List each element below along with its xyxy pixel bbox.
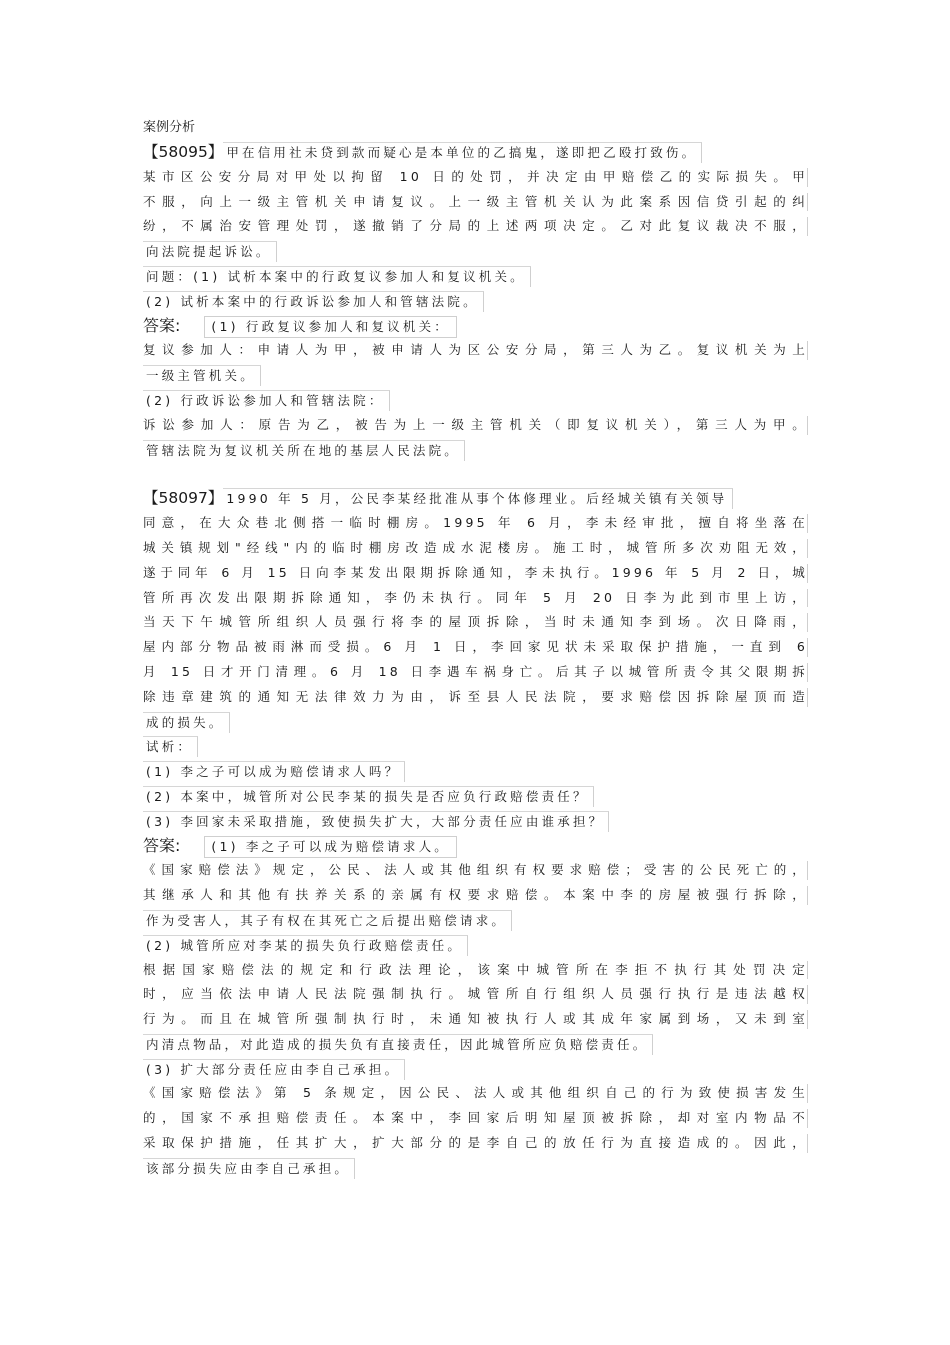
- answer-line: [143, 1032, 808, 1057]
- answer-line: [143, 1156, 808, 1181]
- answer-line: [143, 388, 808, 413]
- case-line: 月 15 日才开门清理。6 月 18 日李遇车祸身亡。后其子以城管所责令其父限期拆: [143, 660, 808, 685]
- case-text: 成的损失。: [143, 712, 230, 733]
- answer-text: 作为受害人，其子有权在其死亡之后提出赔偿请求。: [143, 910, 512, 931]
- section-title: 案例分析: [143, 120, 196, 135]
- question-line: [143, 809, 808, 834]
- case-line: 当天下午城管所组织人员强行将李的屋顶拆除，当时未通知李到场。次日降雨，: [143, 610, 808, 635]
- case-line: 除违章建筑的通知无法律效力为由，诉至县人民法院，要求赔偿因拆除屋顶而造: [143, 685, 808, 710]
- question-text: (2) 试析本案中的行政诉讼参加人和管辖法院。: [143, 291, 484, 312]
- answer-text: (1) 李之子可以成为赔偿请求人。: [204, 836, 457, 858]
- case-line: 城关镇规划"经线"内的临时棚房改造成水泥楼房。施工时，城管所多次劝阻无效，: [143, 536, 808, 561]
- spacer: [143, 462, 808, 486]
- answer-line: 行为。而且在城管所强制执行时，未通知被执行人或其成年家属到场，又未到室: [143, 1007, 808, 1032]
- document-page: [143, 118, 808, 1181]
- question-text: (3) 李回家未采取措施，致使损失扩大，大部分责任应由谁承担？: [143, 811, 609, 832]
- answer-line: 采取保护措施，任其扩大，扩大部分的是李自己的放任行为直接造成的。因此，: [143, 1131, 808, 1156]
- question-text: (2) 本案中，城管所对公民李某的损失是否应负行政赔偿责任？: [143, 786, 594, 807]
- answer-text: 该部分损失应由李自己承担。: [143, 1158, 355, 1179]
- answer-text: (1) 行政复议参加人和复议机关：: [204, 316, 457, 338]
- case-line: [143, 710, 808, 735]
- question-text: 问题：(1) 试析本案中的行政复议参加人和复议机关。: [143, 266, 531, 287]
- case-line: 某市区公安分局对甲处以拘留 10 日的处罚，并决定由甲赔偿乙的实际损失。甲: [143, 165, 808, 190]
- answer-line: [143, 908, 808, 933]
- question-text: (1) 李之子可以成为赔偿请求人吗？: [143, 761, 405, 782]
- case-id: 【58095】: [143, 143, 224, 161]
- case-line: 管所再次发出限期拆除通知，李仍未执行。同年 5 月 20 日李为此到市里上访，: [143, 586, 808, 611]
- answer-label: 答案:: [143, 835, 181, 855]
- question-text: 试析：: [143, 736, 198, 757]
- case-text: 向法院提起诉讼。: [143, 241, 277, 262]
- answer-text: (2) 城管所应对李某的损失负行政赔偿责任。: [143, 935, 468, 956]
- question-line: [143, 759, 808, 784]
- answer-text: 一级主管机关。: [143, 365, 261, 386]
- answer-line: [143, 363, 808, 388]
- answer-line: [143, 933, 808, 958]
- answer-line: 其继承人和其他有扶养关系的亲属有权要求赔偿。本案中李的房屋被强行拆除，: [143, 883, 808, 908]
- case-line: 屋内部分物品被雨淋而受损。6 月 1 日，李回家见状未采取保护措施，一直到 6: [143, 635, 808, 660]
- case-line: [143, 486, 808, 511]
- answer-line: 复议参加人：申请人为甲，被申请人为区公安分局，第三人为乙。复议机关为上: [143, 338, 808, 363]
- answer-line: 《国家赔偿法》规定，公民、法人或其他组织有权要求赔偿；受害的公民死亡的，: [143, 858, 808, 883]
- answer-line: 的，国家不承担赔偿责任。本案中，李回家后明知屋顶被拆除，却对室内物品不: [143, 1106, 808, 1131]
- answer-text: 管辖法院为复议机关所在地的基层人民法院。: [143, 440, 465, 461]
- case-line: 遂于同年 6 月 15 日向李某发出限期拆除通知，李未执行。1996 年 5 月 2 日，城: [143, 561, 808, 586]
- answer-line: [143, 1057, 808, 1082]
- case-line: [143, 140, 808, 165]
- answer-text: 内清点物品，对此造成的损失负有直接责任，因此城管所应负赔偿责任。: [143, 1034, 653, 1055]
- answer-header: [143, 314, 808, 339]
- case-line: 同意，在大众巷北侧搭一临时棚房。1995 年 6 月，李未经审批，擅自将坐落在: [143, 511, 808, 536]
- answer-line: 时，应当依法申请人民法院强制执行。城管所自行组织人员强行执行是违法越权: [143, 982, 808, 1007]
- answer-line: [143, 438, 808, 463]
- case-id: 【58097】: [143, 489, 224, 508]
- answer-line: 诉讼参加人：原告为乙，被告为上一级主管机关（即复议机关），第三人为甲。: [143, 413, 808, 438]
- answer-text: (2) 行政诉讼参加人和管辖法院：: [143, 390, 390, 411]
- question-line: [143, 734, 808, 759]
- question-line: [143, 784, 808, 809]
- case-line: 不服，向上一级主管机关申请复议。上一级主管机关认为此案系因信贷引起的纠: [143, 190, 808, 215]
- answer-line: 根据国家赔偿法的规定和行政法理论，该案中城管所在李拒不执行其处罚决定: [143, 958, 808, 983]
- question-line: [143, 264, 808, 289]
- case-line: 纷，不属治安管理处罚，遂撤销了分局的上述两项决定。乙对此复议裁决不服，: [143, 214, 808, 239]
- answer-line: 《国家赔偿法》第 5 条规定，因公民、法人或其他组织自己的行为致使损害发生: [143, 1081, 808, 1106]
- answer-label: 答案:: [143, 315, 181, 335]
- case-text: 甲在信用社未贷到款而疑心是本单位的乙搞鬼，遂即把乙殴打致伤。: [223, 142, 702, 163]
- case-line: [143, 239, 808, 264]
- answer-text: (3) 扩大部分责任应由李自己承担。: [143, 1059, 405, 1080]
- case-text: 1990 年 5 月，公民李某经批准从事个体修理业。后经城关镇有关领导: [223, 488, 732, 509]
- answer-header: [143, 834, 808, 859]
- question-line: [143, 289, 808, 314]
